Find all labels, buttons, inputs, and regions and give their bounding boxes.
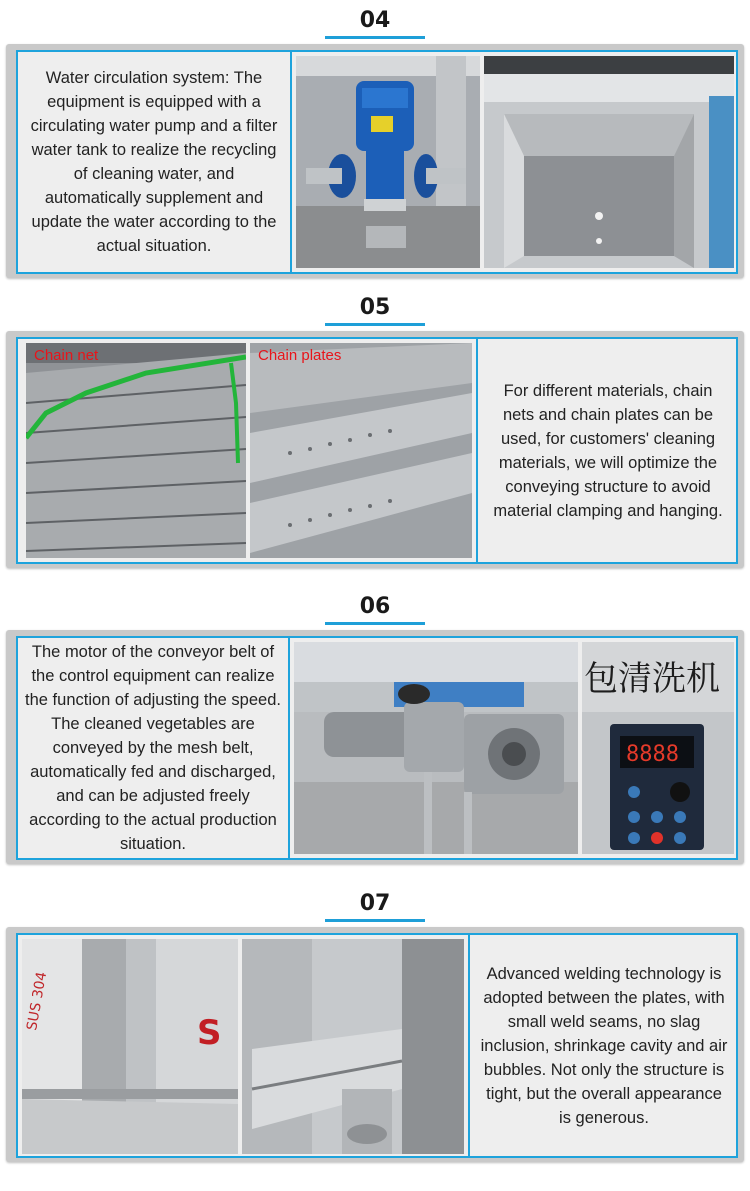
weld-seam-closeup-photo <box>242 939 464 1154</box>
description-text: Water circulation system: The equipment is equipped with a circulating water pump and a filter water tank to realize the recycling of cleaning water, and automatically supplement and update the water according to the actual situation. <box>30 69 278 255</box>
section-panel <box>6 630 744 864</box>
section-panel <box>6 927 744 1162</box>
description-text: The motor of the conveyor belt of the control equipment can realize the function of adjusting the speed. The cleaned vegetables are conveyed by the mesh belt, automatically fed and discharged, and can be adjusted freely according to the actual production situation. <box>25 643 281 853</box>
description-text: For different materials, chain nets and chain plates can be used, for customers' cleaning materials, we will optimize the conveying structure to avoid material clamping and hanging. <box>493 381 723 520</box>
divider <box>288 638 290 858</box>
sign-text: 包清洗机 <box>584 659 720 699</box>
filter-water-tank-photo <box>484 56 734 268</box>
section-number: 04 <box>359 8 391 33</box>
content-box <box>16 50 738 274</box>
sus304-stamp: SUS 304 <box>24 970 51 1032</box>
content-box <box>16 933 738 1158</box>
description-text: Advanced welding technology is adopted between the plates, with small weld seams, no slag inclusion, shrinkage cavity and air bubbles. Not only the structure is tight, but the overall appearance is generous. <box>480 964 728 1127</box>
section-underline <box>325 919 425 922</box>
section-number: 05 <box>359 295 391 320</box>
chain-net-photo <box>26 343 246 558</box>
section-04 <box>0 0 750 280</box>
divider <box>468 935 470 1156</box>
section-panel <box>6 44 744 278</box>
speed-controller-photo <box>582 642 734 854</box>
section-06 <box>0 588 750 868</box>
svg-text:S: S <box>197 1013 222 1053</box>
welded-frame-photo <box>22 939 238 1154</box>
section-07 <box>0 885 750 1165</box>
section-number: 06 <box>359 594 391 619</box>
section-underline <box>325 36 425 39</box>
section-05 <box>0 290 750 570</box>
divider <box>476 339 478 562</box>
section-panel <box>6 331 744 568</box>
divider <box>290 52 292 272</box>
chain-plates-photo <box>250 343 472 558</box>
content-box <box>16 636 738 860</box>
circulating-water-pump-photo <box>296 56 480 268</box>
chain-net-label: Chain net <box>34 347 99 364</box>
section-underline <box>325 323 425 326</box>
controller-display-value: 8888 <box>626 742 679 767</box>
content-box <box>16 337 738 564</box>
conveyor-motor-photo <box>294 642 578 854</box>
section-number: 07 <box>359 891 391 916</box>
section-underline <box>325 622 425 625</box>
chain-plates-label: Chain plates <box>258 347 342 364</box>
